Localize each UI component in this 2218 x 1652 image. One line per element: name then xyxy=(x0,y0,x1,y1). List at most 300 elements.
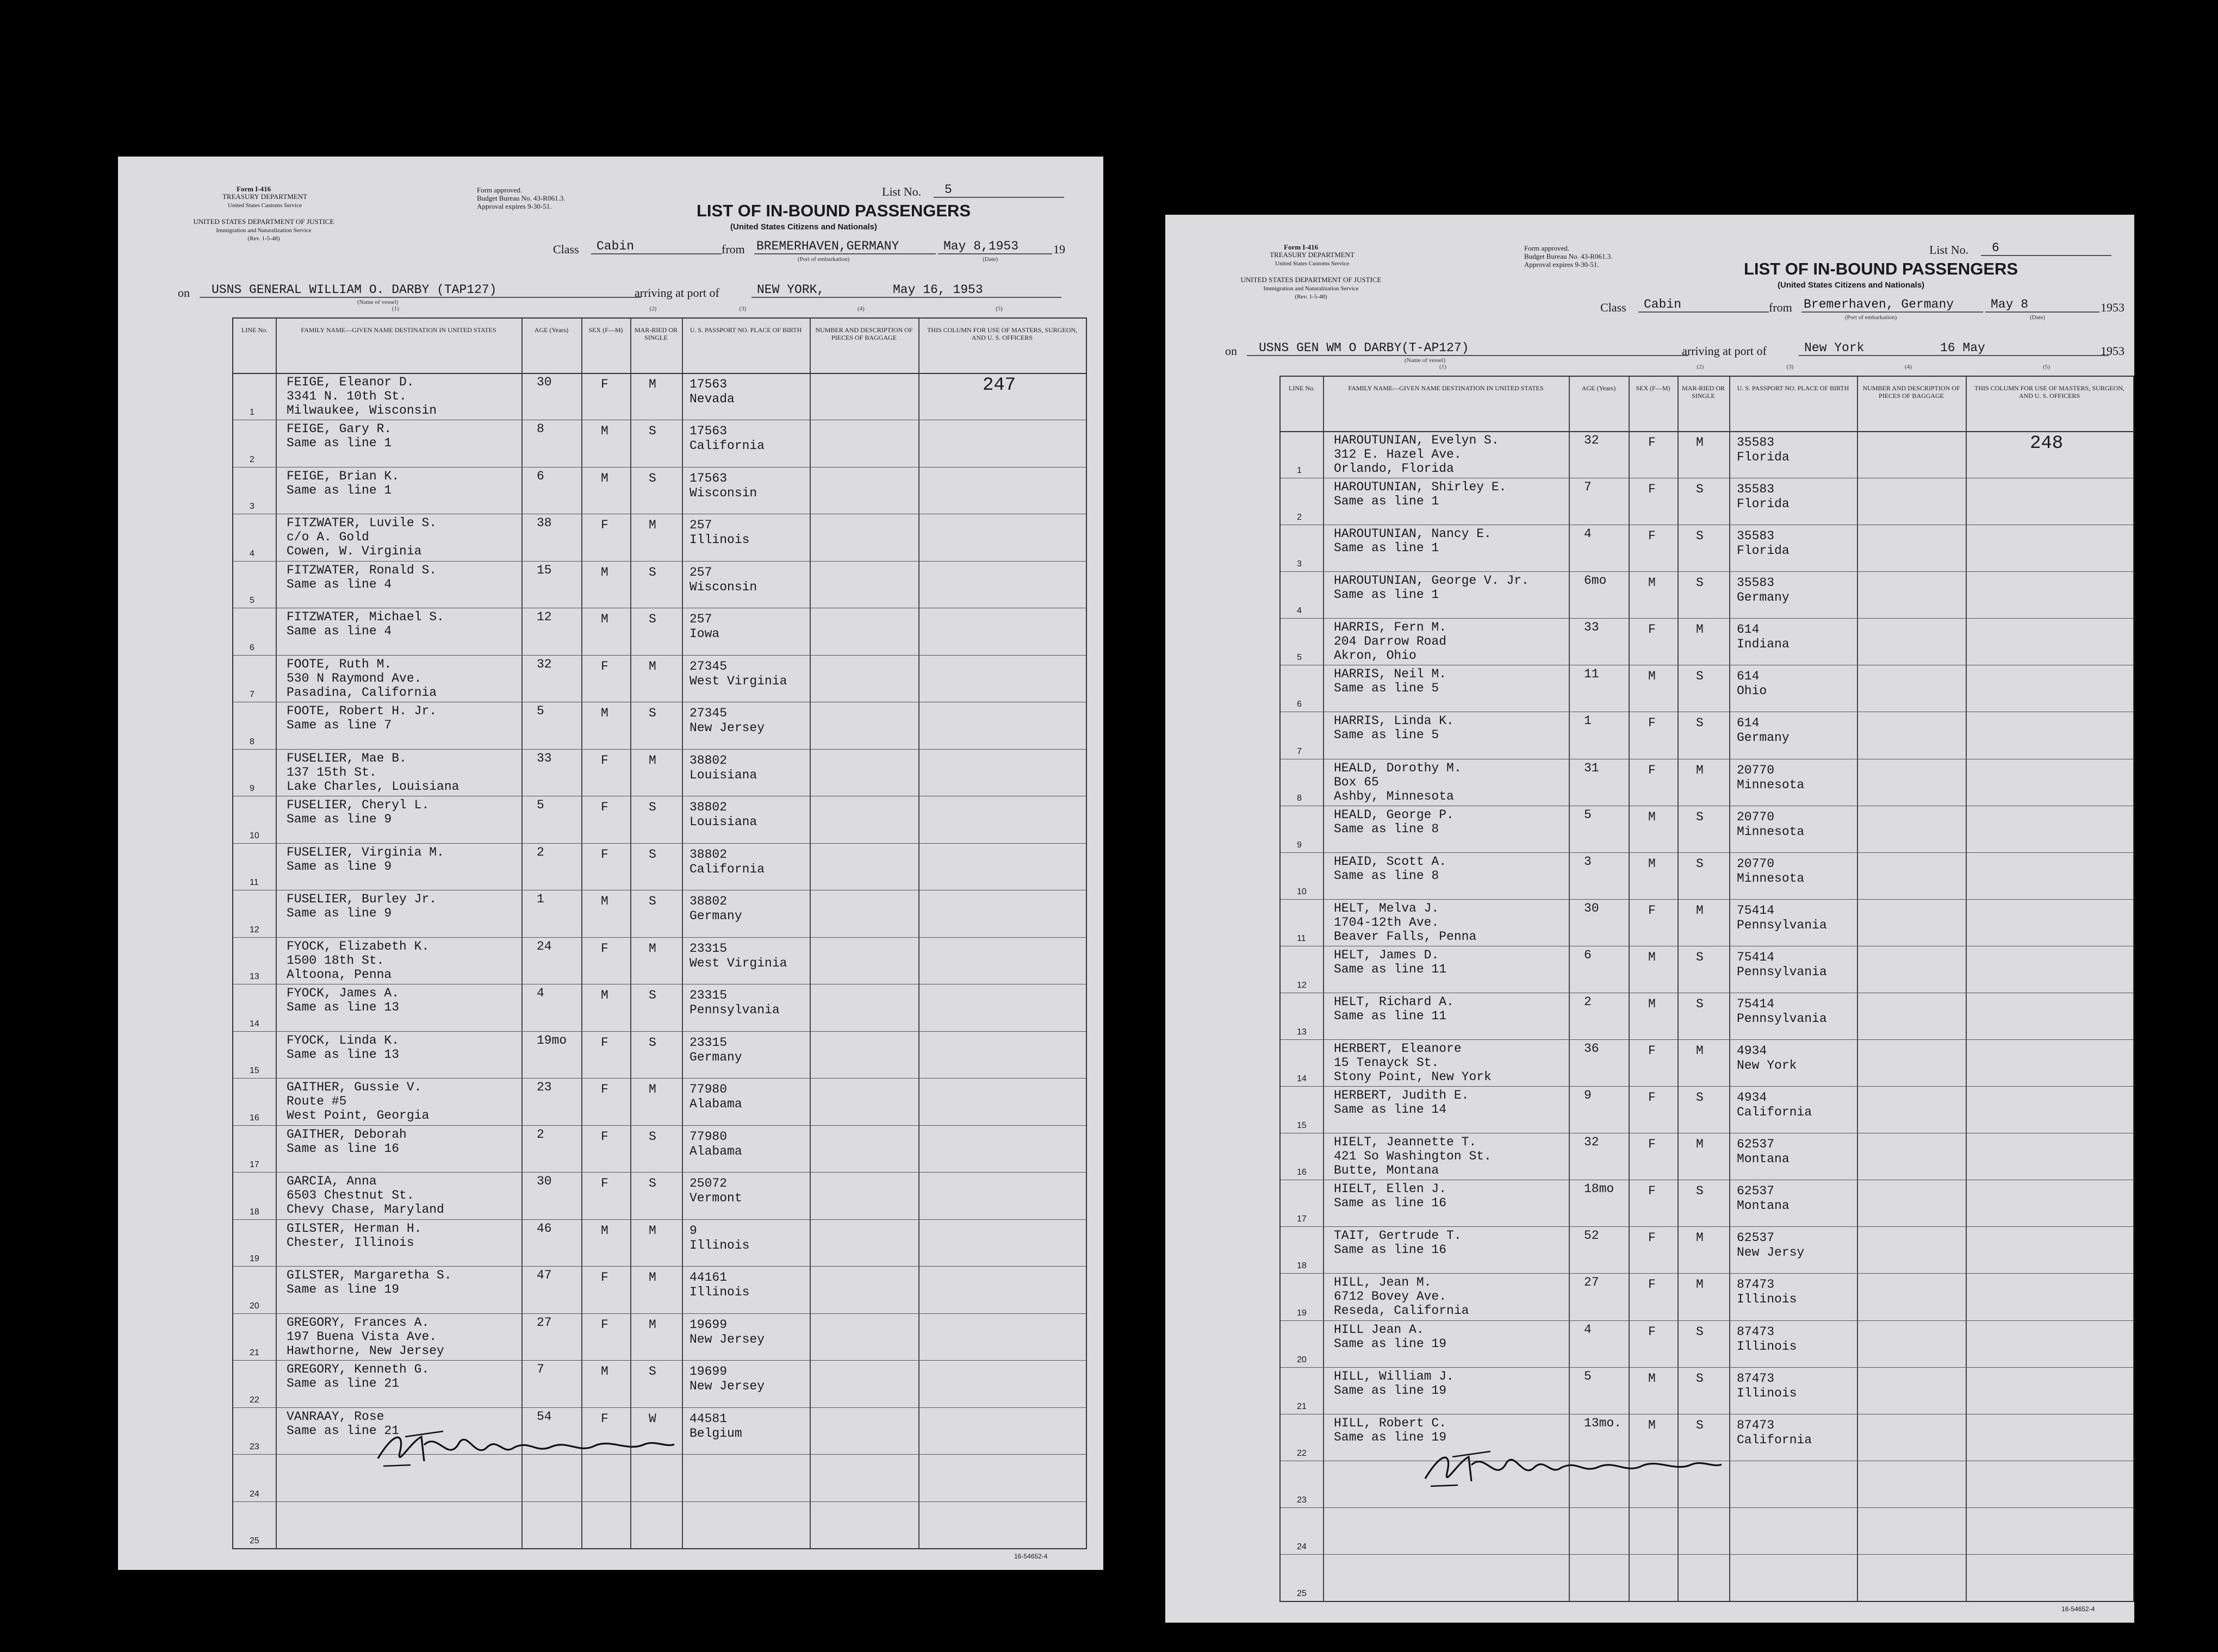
passport-birthplace: 87473 Illinois xyxy=(1737,1277,1797,1307)
passenger-sex: M xyxy=(601,894,608,909)
line-number: 18 xyxy=(1297,1261,1307,1271)
line-number: 17 xyxy=(250,1160,259,1170)
vessel-name: USNS GENERAL WILLIAM O. DARBY (TAP127) xyxy=(200,283,641,298)
table-row xyxy=(1281,571,2133,618)
list-no-label: List No. xyxy=(1929,243,1969,257)
date-caption: (Date) xyxy=(2030,314,2046,321)
passport-birthplace: 38802 California xyxy=(689,847,765,876)
passport-birthplace: 20770 Minnesota xyxy=(1737,856,1805,886)
passport-birthplace: 75414 Pennsylvania xyxy=(1737,903,1827,932)
officer-signature xyxy=(1420,1441,1724,1489)
port-of-embarkation: Bremerhaven, Germany xyxy=(1801,297,1983,313)
passport-birthplace: 75414 Pennsylvania xyxy=(1737,996,1827,1026)
column-header-age: AGE (Years) xyxy=(534,326,569,334)
line-number: 20 xyxy=(250,1301,259,1311)
line-number: 25 xyxy=(250,1536,259,1545)
passenger-age: 46 xyxy=(537,1221,552,1236)
passenger-sex: M xyxy=(1648,576,1656,590)
marital-status: M xyxy=(1696,903,1704,918)
column-header-baggage: NUMBER AND DESCRIPTION OF PIECES OF BAGGAGE xyxy=(815,326,913,341)
marital-status: S xyxy=(649,471,656,485)
marital-status: S xyxy=(649,1176,656,1191)
passenger-sex: F xyxy=(601,1176,608,1191)
on-label: on xyxy=(178,286,190,300)
class-value: Cabin xyxy=(1638,297,1769,313)
passenger-name-destination: HIELT, Ellen J. Same as line 16 xyxy=(1334,1182,1447,1211)
passenger-name-destination: TAIT, Gertrude T. Same as line 16 xyxy=(1334,1229,1462,1257)
passenger-sex: F xyxy=(1648,435,1656,450)
line-number: 18 xyxy=(250,1207,259,1217)
passport-birthplace: 19699 New Jersey xyxy=(689,1317,765,1346)
passenger-sex: F xyxy=(601,1270,608,1285)
marital-status: M xyxy=(1696,1044,1704,1058)
passenger-age: 5 xyxy=(537,798,544,813)
marital-status: M xyxy=(1696,622,1704,637)
column-number: (2) xyxy=(1697,364,1704,370)
line-number: 22 xyxy=(1297,1448,1307,1458)
passenger-age: 27 xyxy=(537,1315,552,1330)
passenger-sex: M xyxy=(601,1364,608,1379)
table-row xyxy=(1281,478,2133,525)
passenger-sex: M xyxy=(1648,1371,1656,1386)
passport-birthplace: 257 Wisconsin xyxy=(689,565,757,594)
line-number: 10 xyxy=(1297,887,1307,896)
passport-birthplace: 62537 Montana xyxy=(1737,1184,1790,1213)
column-number: (4) xyxy=(858,306,865,312)
marital-status: S xyxy=(1696,996,1704,1011)
passenger-name-destination: FYOCK, Elizabeth K. 1500 18th St. Altoona, Penna xyxy=(287,939,430,982)
table-row xyxy=(1281,1039,2133,1086)
marital-status: S xyxy=(1696,1324,1704,1339)
form-print-code: 16-54652-4 xyxy=(2061,1605,2095,1613)
passport-birthplace: 38802 Louisiana xyxy=(689,800,757,830)
line-number: 3 xyxy=(1297,559,1302,569)
marital-status: S xyxy=(1696,669,1704,684)
table-row xyxy=(233,1266,1086,1313)
passenger-name-destination: FITZWATER, Luvile S. c/o A. Gold Cowen, W. Virginia xyxy=(287,516,437,559)
passenger-sex: M xyxy=(1648,1418,1656,1432)
marital-status: M xyxy=(649,1317,656,1332)
form-subtitle: (United States Citizens and Nationals) xyxy=(730,222,878,232)
passport-birthplace: 20770 Minnesota xyxy=(1737,809,1805,839)
column-header-married: MAR-RIED OR SINGLE xyxy=(634,326,678,341)
passenger-table xyxy=(232,317,1087,1549)
table-row xyxy=(1281,1086,2133,1133)
column-header-age: AGE (Years) xyxy=(1581,384,1616,392)
passport-birthplace: 23315 West Virginia xyxy=(689,941,787,970)
marital-status: S xyxy=(649,565,656,579)
customs-service: United States Customs Service xyxy=(1275,260,1349,267)
column-number: (4) xyxy=(1905,364,1912,370)
class-value: Cabin xyxy=(591,239,722,254)
passenger-age: 3 xyxy=(1584,854,1592,869)
passenger-age: 7 xyxy=(537,1362,544,1377)
passenger-age: 1 xyxy=(1584,714,1592,728)
line-number: 21 xyxy=(250,1348,259,1358)
passport-birthplace: 17563 Nevada xyxy=(689,377,735,406)
passenger-sex: F xyxy=(1648,903,1656,918)
passenger-sex: F xyxy=(601,800,608,815)
passenger-name-destination: HAROUTUNIAN, Evelyn S. 312 E. Hazel Ave. Orlando, Florida xyxy=(1334,433,1499,476)
line-number: 22 xyxy=(250,1395,259,1405)
line-number: 3 xyxy=(250,502,254,512)
from-label: from xyxy=(1769,301,1792,314)
marital-status: S xyxy=(649,800,656,815)
table-row xyxy=(233,373,1086,420)
table-row xyxy=(1281,993,2133,1039)
marital-status: M xyxy=(649,753,656,768)
table-row xyxy=(1281,1226,2133,1273)
passenger-age: 15 xyxy=(537,563,552,577)
marital-status: M xyxy=(649,1223,656,1238)
marital-status: S xyxy=(1696,1090,1704,1105)
marital-status: S xyxy=(649,988,656,1003)
marital-status: M xyxy=(649,1082,656,1097)
passport-birthplace: 27345 West Virginia xyxy=(689,659,787,688)
column-header-passport: U. S. PASSPORT NO. PLACE OF BIRTH xyxy=(1737,384,1849,392)
passenger-name-destination: HERBERT, Eleanore 15 Tenayck St. Stony Point, New York xyxy=(1334,1042,1492,1084)
line-number: 8 xyxy=(1297,793,1302,803)
marital-status: S xyxy=(1696,1184,1704,1199)
column-number: (5) xyxy=(2043,364,2050,370)
line-number: 17 xyxy=(1297,1214,1307,1224)
line-number: 7 xyxy=(1297,746,1302,756)
passport-birthplace: 44581 Belgium xyxy=(689,1411,742,1441)
passenger-sex: F xyxy=(1648,1231,1656,1245)
marital-status: S xyxy=(1696,529,1704,544)
passenger-name-destination: FUSELIER, Cheryl L. Same as line 9 xyxy=(287,798,430,827)
passport-birthplace: 38802 Germany xyxy=(689,894,742,924)
table-row xyxy=(1281,852,2133,899)
passenger-name-destination: FITZWATER, Michael S. Same as line 4 xyxy=(287,610,444,639)
table-row xyxy=(1281,665,2133,712)
officer-signature xyxy=(372,1420,677,1469)
line-number: 19 xyxy=(1297,1308,1307,1318)
passenger-age: 54 xyxy=(537,1409,552,1424)
table-row xyxy=(233,420,1086,466)
passenger-sex: F xyxy=(601,847,608,862)
line-number: 24 xyxy=(250,1489,259,1499)
passenger-name-destination: HAROUTUNIAN, George V. Jr. Same as line 1 xyxy=(1334,573,1529,602)
line-number: 9 xyxy=(250,784,254,794)
line-number: 9 xyxy=(1297,840,1302,850)
table-row xyxy=(1281,806,2133,852)
passenger-sex: M xyxy=(1648,996,1656,1011)
marital-status: S xyxy=(649,1364,656,1379)
passenger-age: 7 xyxy=(1584,480,1592,495)
passenger-age: 36 xyxy=(1584,1042,1599,1056)
line-number: 16 xyxy=(250,1113,259,1123)
port-of-arrival: NEW YORK, xyxy=(751,283,877,298)
column-header-line: LINE No. xyxy=(241,326,268,334)
port-of-arrival: New York xyxy=(1799,341,1924,356)
passenger-age: 24 xyxy=(537,939,552,953)
marital-status: M xyxy=(649,377,656,391)
passenger-age: 30 xyxy=(537,375,552,389)
passenger-name-destination: GAITHER, Deborah Same as line 16 xyxy=(287,1127,407,1156)
marital-status: S xyxy=(649,1129,656,1144)
passport-birthplace: 257 Illinois xyxy=(689,518,750,547)
immigration-service: Immigration and Naturalization Service xyxy=(1263,285,1359,292)
line-number: 15 xyxy=(1297,1121,1307,1131)
table-row xyxy=(1281,525,2133,571)
approval-expiry-line: Approval expires 9-30-51. xyxy=(477,202,552,210)
passenger-age: 2 xyxy=(537,1127,544,1142)
arrival-date: May 16, 1953 xyxy=(877,283,1061,298)
table-row xyxy=(1281,431,2133,478)
port-embarkation-caption: (Port of embarkation) xyxy=(798,256,850,263)
table-row xyxy=(233,796,1086,843)
passenger-name-destination: HEALD, Dorothy M. Box 65 Ashby, Minnesota xyxy=(1334,760,1462,803)
passenger-age: 33 xyxy=(1584,620,1599,635)
passenger-age: 9 xyxy=(1584,1088,1592,1103)
year-suffix: 1953 xyxy=(2101,301,2124,314)
passenger-age: 4 xyxy=(1584,1322,1592,1337)
passenger-age: 30 xyxy=(1584,901,1599,915)
passenger-sex: F xyxy=(601,518,608,533)
passenger-age: 27 xyxy=(1584,1275,1599,1290)
passenger-age: 30 xyxy=(537,1174,552,1189)
line-number: 21 xyxy=(1297,1401,1307,1411)
marital-status: S xyxy=(649,847,656,862)
line-number: 2 xyxy=(250,454,254,464)
passenger-sex: F xyxy=(601,1082,608,1097)
passenger-sex: F xyxy=(601,1035,608,1050)
line-number: 11 xyxy=(250,878,259,888)
list-no-value: 5 xyxy=(934,183,1064,198)
table-row xyxy=(1281,1367,2133,1414)
treasury-dept: TREASURY DEPARTMENT xyxy=(222,192,308,201)
passport-birthplace: 62537 Montana xyxy=(1737,1137,1790,1167)
passenger-age: 2 xyxy=(537,845,544,859)
marital-status: S xyxy=(1696,482,1704,497)
column-header-married: MAR-RIED OR SINGLE xyxy=(1681,384,1725,400)
column-number: (5) xyxy=(996,306,1003,312)
passenger-name-destination: HILL Jean A. Same as line 19 xyxy=(1334,1322,1447,1351)
table-row xyxy=(1281,946,2133,993)
passenger-sex: F xyxy=(1648,1277,1656,1292)
passenger-sex: F xyxy=(1648,1044,1656,1058)
passport-birthplace: 20770 Minnesota xyxy=(1737,763,1805,792)
arrival-date: 16 May xyxy=(1924,341,2109,356)
passenger-name-destination: HILL, Jean M. 6712 Bovey Ave. Reseda, California xyxy=(1334,1275,1469,1318)
passenger-name-destination: FOOTE, Robert H. Jr. Same as line 7 xyxy=(287,704,437,733)
column-header-sex: SEX (F—M) xyxy=(1636,384,1670,392)
column-number: (1) xyxy=(392,306,399,312)
form-title: LIST OF IN-BOUND PASSENGERS xyxy=(697,201,971,220)
passenger-age: 4 xyxy=(537,986,544,1001)
passenger-list-page-left xyxy=(118,157,1103,1570)
line-number: 16 xyxy=(1297,1168,1307,1177)
passport-birthplace: 27345 New Jersey xyxy=(689,706,765,735)
table-row xyxy=(233,1219,1086,1266)
passenger-name-destination: HARRIS, Linda K. Same as line 5 xyxy=(1334,714,1454,743)
passenger-sex: F xyxy=(1648,482,1656,497)
passenger-name-destination: FYOCK, Linda K. Same as line 13 xyxy=(287,1033,400,1062)
passport-birthplace: 614 Ohio xyxy=(1737,669,1767,699)
marital-status: S xyxy=(649,894,656,909)
passport-birthplace: 35583 Florida xyxy=(1737,435,1790,464)
passenger-name-destination: HEALD, George P. Same as line 8 xyxy=(1334,807,1454,836)
table-row xyxy=(233,937,1086,984)
marital-status: M xyxy=(1696,1277,1704,1292)
marital-status: M xyxy=(1696,1231,1704,1245)
passenger-name-destination: HERBERT, Judith E. Same as line 14 xyxy=(1334,1088,1469,1117)
passport-birthplace: 17563 Wisconsin xyxy=(689,471,757,500)
passenger-sex: M xyxy=(1648,856,1656,871)
passenger-sex: F xyxy=(1648,763,1656,777)
passport-birthplace: 35583 Germany xyxy=(1737,576,1790,605)
passport-birthplace: 9 Illinois xyxy=(689,1223,750,1252)
table-row xyxy=(233,843,1086,890)
passenger-age: 5 xyxy=(1584,1369,1592,1383)
passenger-age: 38 xyxy=(537,516,552,531)
passenger-sex: F xyxy=(1648,622,1656,637)
line-number: 23 xyxy=(1297,1495,1307,1505)
passport-birthplace: 87473 California xyxy=(1737,1418,1812,1447)
date-caption: (Date) xyxy=(983,256,998,263)
passenger-sex: M xyxy=(601,1223,608,1238)
marital-status: S xyxy=(1696,576,1704,590)
passport-birthplace: 614 Germany xyxy=(1737,716,1790,745)
line-number: 10 xyxy=(250,831,259,840)
revision-date: (Rev. 1-5-48) xyxy=(1295,294,1327,300)
passenger-name-destination: GILSTER, Margaretha S. Same as line 19 xyxy=(287,1268,452,1297)
passport-birthplace: 44161 Illinois xyxy=(689,1270,750,1300)
passenger-sex: M xyxy=(601,612,608,627)
passenger-sex: F xyxy=(1648,1324,1656,1339)
passenger-sex: M xyxy=(601,706,608,721)
table-row xyxy=(233,1125,1086,1172)
marital-status: M xyxy=(1696,435,1704,450)
line-number: 1 xyxy=(1297,466,1302,476)
passenger-name-destination: FEIGE, Brian K. Same as line 1 xyxy=(287,469,400,497)
passenger-age: 32 xyxy=(537,657,552,671)
passenger-name-destination: GARCIA, Anna 6503 Chestnut St. Chevy Chase, Maryland xyxy=(287,1174,444,1217)
marital-status: M xyxy=(649,659,656,674)
passenger-name-destination: FITZWATER, Ronald S. Same as line 4 xyxy=(287,563,437,591)
passenger-age: 2 xyxy=(1584,994,1592,1009)
column-header-baggage: NUMBER AND DESCRIPTION OF PIECES OF BAGGAGE xyxy=(1862,384,1960,400)
page-stamp-number: 247 xyxy=(983,375,1016,396)
passenger-sex: F xyxy=(601,377,608,391)
passenger-name-destination: HILL, Robert C. Same as line 19 xyxy=(1334,1416,1447,1444)
table-row xyxy=(233,1172,1086,1219)
passport-birthplace: 62537 New Jersy xyxy=(1737,1231,1805,1260)
passenger-age: 18mo xyxy=(1584,1182,1614,1196)
embarkation-date: May 8 xyxy=(1985,297,2099,313)
passenger-name-destination: GILSTER, Herman H. Chester, Illinois xyxy=(287,1221,422,1250)
line-number: 25 xyxy=(1297,1588,1307,1598)
port-of-embarkation: BREMERHAVEN,GERMANY xyxy=(754,239,936,254)
line-number: 15 xyxy=(250,1066,259,1076)
passport-birthplace: 87473 Illinois xyxy=(1737,1371,1797,1400)
passenger-age: 32 xyxy=(1584,433,1599,447)
passenger-name-destination: FUSELIER, Virginia M. Same as line 9 xyxy=(287,845,444,874)
column-number: (3) xyxy=(1786,364,1794,370)
justice-dept: UNITED STATES DEPARTMENT OF JUSTICE xyxy=(193,217,334,226)
form-number: Form I-416 xyxy=(237,185,271,193)
table-row xyxy=(1281,899,2133,946)
line-number: 13 xyxy=(250,972,259,982)
passport-birthplace: 35583 Florida xyxy=(1737,482,1790,512)
marital-status: S xyxy=(649,706,656,721)
line-number: 6 xyxy=(1297,700,1302,709)
column-header-name: FAMILY NAME—GIVEN NAME DESTINATION IN UNITED STATES xyxy=(301,326,496,334)
class-label: Class xyxy=(553,242,579,256)
on-label: on xyxy=(1225,344,1237,358)
passenger-age: 5 xyxy=(537,704,544,719)
justice-dept: UNITED STATES DEPARTMENT OF JUSTICE xyxy=(1240,276,1382,284)
revision-date: (Rev. 1-5-48) xyxy=(247,235,280,242)
marital-status: M xyxy=(649,518,656,533)
form-title: LIST OF IN-BOUND PASSENGERS xyxy=(1744,259,2018,278)
table-row xyxy=(1281,1273,2133,1320)
passenger-age: 12 xyxy=(537,610,552,625)
marital-status: W xyxy=(649,1411,656,1426)
passenger-name-destination: HELT, Richard A. Same as line 11 xyxy=(1334,994,1454,1023)
passenger-sex: M xyxy=(601,471,608,485)
line-number: 14 xyxy=(1297,1074,1307,1084)
passenger-name-destination: FYOCK, James A. Same as line 13 xyxy=(287,986,400,1015)
year-suffix: 19 xyxy=(1053,242,1065,256)
marital-status: M xyxy=(649,1270,656,1285)
passenger-sex: F xyxy=(1648,716,1656,731)
passenger-age: 1 xyxy=(537,892,544,907)
table-row xyxy=(233,561,1086,608)
passport-birthplace: 87473 Illinois xyxy=(1737,1324,1797,1354)
marital-status: S xyxy=(649,1035,656,1050)
passenger-table xyxy=(1279,376,2134,1602)
list-no-value: 6 xyxy=(1981,241,2111,256)
marital-status: S xyxy=(1696,1371,1704,1386)
line-number: 11 xyxy=(1297,933,1306,943)
passenger-name-destination: HARRIS, Fern M. 204 Darrow Road Akron, Ohio xyxy=(1334,620,1447,663)
passenger-name-destination: HELT, James D. Same as line 11 xyxy=(1334,947,1447,976)
approval-line: Form approved. xyxy=(1524,244,1570,252)
passenger-age: 8 xyxy=(537,422,544,437)
passenger-sex: M xyxy=(1648,950,1656,964)
line-number: 19 xyxy=(250,1254,259,1264)
marital-status: M xyxy=(1696,1137,1704,1152)
passenger-age: 13mo. xyxy=(1584,1416,1622,1430)
passenger-age: 4 xyxy=(1584,527,1592,541)
passenger-name-destination: FEIGE, Gary R. Same as line 1 xyxy=(287,422,392,451)
table-row xyxy=(233,749,1086,796)
table-row xyxy=(233,1313,1086,1360)
line-number: 7 xyxy=(250,690,254,700)
line-number: 23 xyxy=(250,1442,259,1452)
table-row xyxy=(1281,618,2133,665)
marital-status: S xyxy=(1696,809,1704,824)
class-label: Class xyxy=(1600,301,1626,314)
passenger-age: 47 xyxy=(537,1268,552,1283)
passenger-name-destination: FOOTE, Ruth M. 530 N Raymond Ave. Pasadina, California xyxy=(287,657,437,700)
marital-status: S xyxy=(1696,856,1704,871)
customs-service: United States Customs Service xyxy=(228,202,302,209)
passenger-name-destination: VANRAAY, Rose Same as line 21 xyxy=(287,1409,400,1438)
passport-birthplace: 77980 Alabama xyxy=(689,1129,742,1158)
port-embarkation-caption: (Port of embarkation) xyxy=(1845,314,1897,321)
table-row xyxy=(233,1360,1086,1407)
table-row xyxy=(233,1078,1086,1125)
passenger-name-destination: HEAID, Scott A. Same as line 8 xyxy=(1334,854,1447,883)
passport-birthplace: 4934 California xyxy=(1737,1090,1812,1120)
passenger-name-destination: HAROUTUNIAN, Shirley E. Same as line 1 xyxy=(1334,480,1507,509)
line-number: 12 xyxy=(1297,980,1307,990)
vessel-caption: (Name of vessel) xyxy=(357,299,399,306)
table-row xyxy=(1281,712,2133,758)
